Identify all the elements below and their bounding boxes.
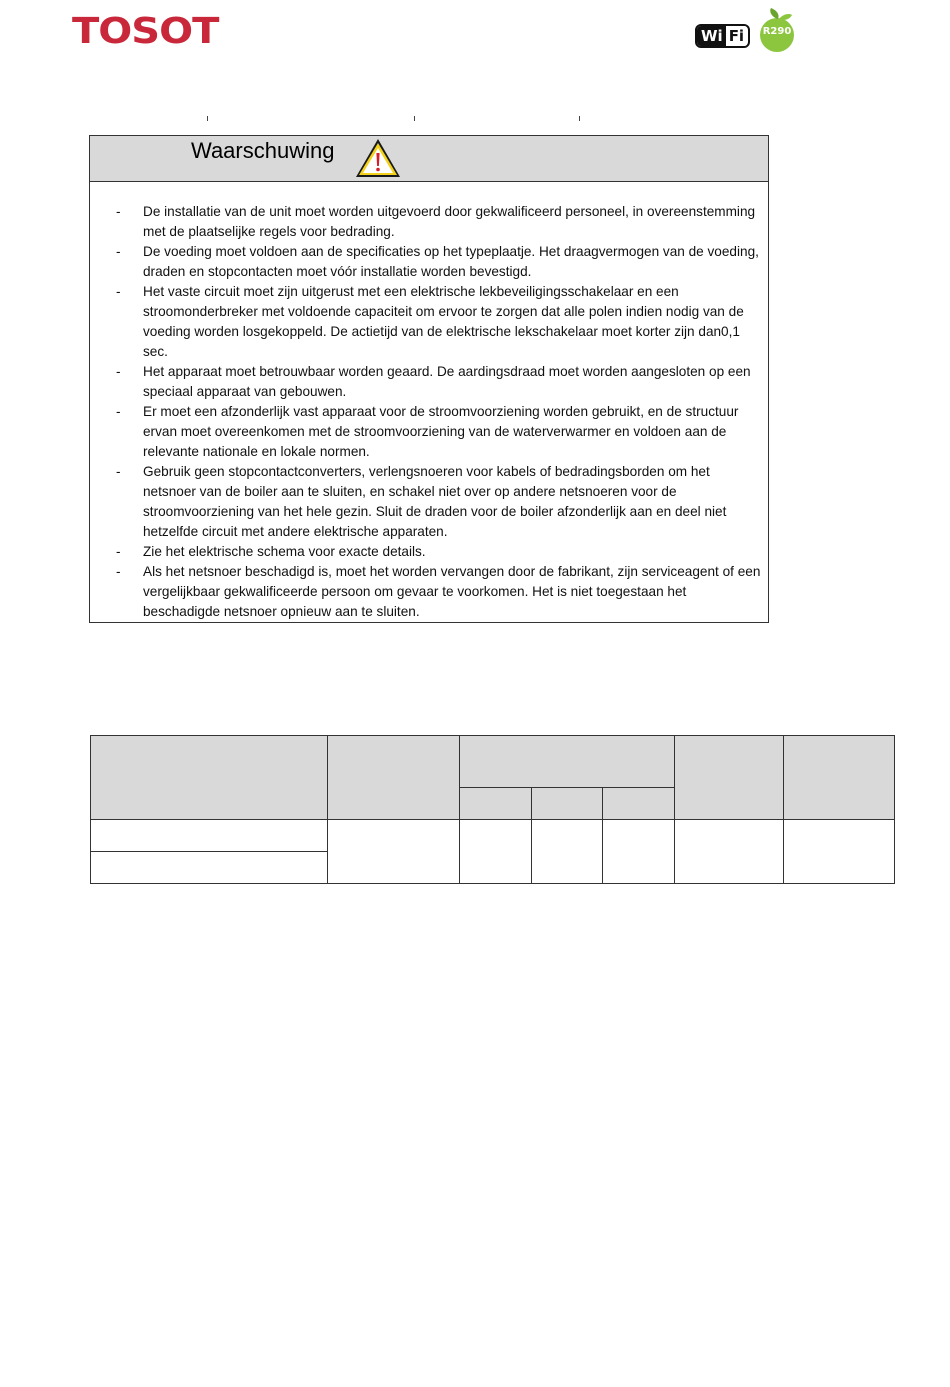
warning-title: Waarschuwing [191, 138, 335, 163]
table-cell [460, 820, 532, 884]
warning-triangle-icon [354, 137, 402, 179]
table-header-cell [460, 736, 675, 788]
warning-item: - Er moet een afzonderlijk vast apparaat voor de stroomvoorziening worden gebruikt, en de structuur ervan moet overeenkomen met de stroomvoorziening van de waterverwarmer en voldoen aan de relevante nationale en lokale normen. [90, 402, 768, 462]
wifi-badge-icon [695, 24, 750, 48]
table-cell [784, 820, 895, 884]
table-row [91, 820, 895, 852]
warning-item: - Gebruik geen stopcontactconverters, verlengsnoeren voor kabels of bedradingsborden om het netsnoer van de boiler aan te sluiten, en schakel niet over op andere netsnoeren voor de stroomvoorziening van het hele gezin. Sluit de draden voor de boiler afzonderlijk aan en deel niet hetzelfde circuit met andere elektrische apparaten. [90, 462, 768, 542]
wifi-badge-part2: Fi [726, 26, 747, 46]
table-cell [328, 820, 460, 884]
warning-box [89, 135, 769, 623]
table-subheader-cell [603, 788, 675, 820]
warning-item: - Als het netsnoer beschadigd is, moet het worden vervangen door de fabrikant, zijn serviceagent of een vergelijkbaar gekwalificeerde persoon om gevaar te voorkomen. Het is niet toegestaan het beschadigde netsnoer opnieuw aan te sluiten. [90, 562, 768, 622]
table-cell [532, 820, 603, 884]
warning-item: - Zie het elektrische schema voor exacte details. [90, 542, 768, 562]
spec-table [90, 735, 895, 884]
warning-item: - Het apparaat moet betrouwbaar worden geaard. De aardingsdraad moet worden aangesloten op een speciaal apparaat van gebouwen. [90, 362, 768, 402]
table-cell [675, 820, 784, 884]
r290-badge-label: R290 [762, 26, 792, 37]
table-subheader-cell [532, 788, 603, 820]
warning-item: - De voeding moet voldoen aan de specificaties op het typeplaatje. Het draagvermogen van de voeding, draden en stopcontacten moet vóór installatie worden bevestigd. [90, 242, 768, 282]
table-header-cell [675, 736, 784, 820]
table-header-cell [784, 736, 895, 820]
wifi-badge-part1: Wi [697, 26, 726, 46]
table-cell [603, 820, 675, 884]
warning-header [90, 136, 768, 182]
table-header-cell [328, 736, 460, 820]
warning-item: - Het vaste circuit moet zijn uitgerust met een elektrische lekbeveiligingsschakelaar en een stroomonderbreker met voldoende capaciteit om ervoor te zorgen dat alle polen indien nodig van de voeding worden losgekoppeld. De actietijd van de elektrische lekschakelaar moet korter zijn dan0,1 sec. [90, 282, 768, 362]
table-header-cell [91, 736, 328, 820]
brand-logo: TOSOT [72, 11, 219, 52]
warning-item: - De installatie van de unit moet worden uitgevoerd door gekwalificeerd personeel, in overeenstemming met de plaatselijke regels voor bedrading. [90, 202, 768, 242]
warning-list [90, 182, 768, 622]
header-divider-ticks [0, 116, 950, 122]
table-subheader-cell [460, 788, 532, 820]
table-cell [91, 852, 328, 884]
table-cell [91, 820, 328, 852]
